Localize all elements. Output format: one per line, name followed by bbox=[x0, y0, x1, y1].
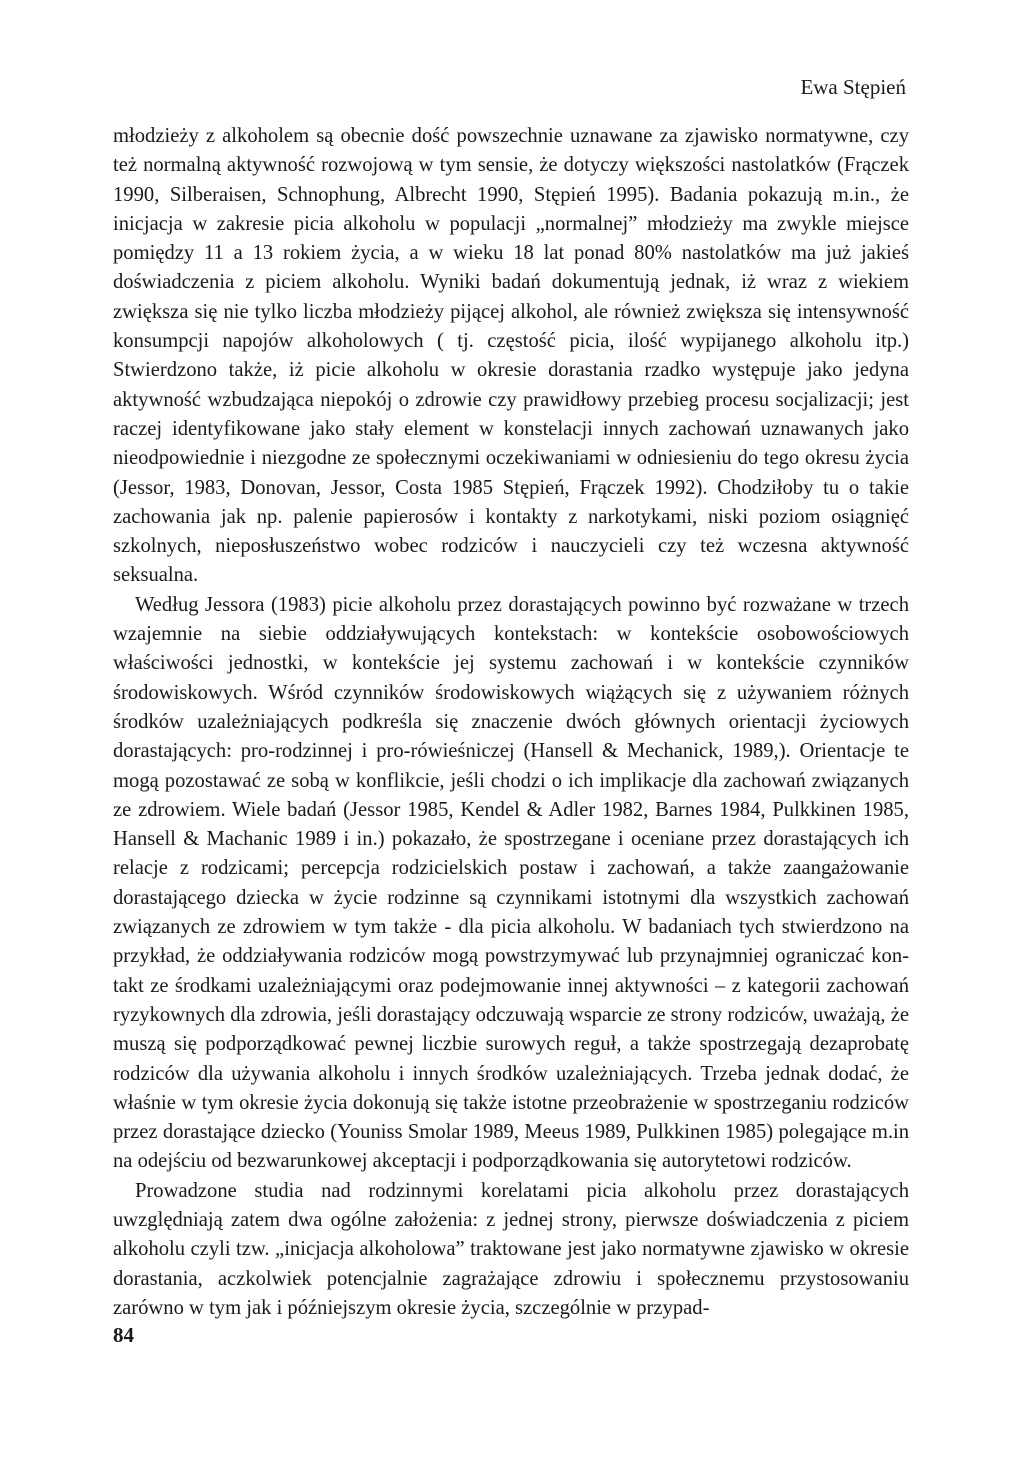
page-number: 84 bbox=[113, 1323, 134, 1347]
paragraph-1: młodzieży z alkoholem są obecnie dość powszechnie uznawane za zjawisko normatywne, czy też normalną aktywność rozwojową w tym sensie, że dotyczy większości nastolatków (Frączek 1990, Silberaisen, Schnophung, Albrecht 1990, Stępień 1995). Badania pokazują m.in., że inicjacja w zakresie picia alkoholu w populacji „normalnej” młodzieży ma zwykle miejsce pomiędzy 11 a 13 rokiem życia, a w wieku 18 lat ponad 80% nastolatków ma już jakieś doświadczenia z piciem alkoholu. Wyniki badań dokumentują jednak, iż wraz z wiekiem zwiększa się nie tylko liczba młodzieży pijącej alkohol, ale również zwiększa się intensywność konsumpcji napojów alkoholowych ( tj. częstość picia, ilość wypijanego alkoholu itp.) Stwierdzono także, iż picie alkoholu w okresie dorastania rzadko występuje jako jedyna aktywność wzbudzająca niepokój o zdrowie czy prawidłowy przebieg procesu socjalizacji; jest raczej identyfikowane jako stały element w konstelacji innych zachowań uznawanych jako nieodpowiednie i niezgodne ze społecznymi oczekiwaniami w odniesieniu do tego okresu życia (Jessor, 1983, Donovan, Jessor, Costa 1985 Stępień, Frączek 1992). Chodziłoby tu o takie zachowania jak np. palenie papierosów i kontakty z narkotykami, niski poziom osiągnięć szkolnych, nieposłuszeństwo wobec rodziców i nauczycieli czy też wczesna aktywność seksualna. bbox=[113, 125, 909, 587]
body-text bbox=[113, 122, 909, 1323]
paragraph-3: Prowadzone studia nad rodzinnymi korelatami picia alkoholu przez dorastających uwzględniają zatem dwa ogólne założenia: z jednej strony, pierwsze doświadczenia z piciem alkoholu czyli tzw. „inicjacja alkoholowa” traktowane jest jako normatywne zjawisko w okresie dorastania, aczkolwiek potencjalnie zagrażające zdrowiu i społecznemu przystosowaniu zarówno w tym jak i późniejszym okresie życia, szczególnie w przypad- bbox=[113, 1179, 909, 1319]
paragraph-2: Według Jessora (1983) picie alkoholu przez dorastających powinno być rozważane w trzech wzajemnie na siebie oddziaływujących kontekstach: w kontekście osobowościowych właściwości jednostki, w kontekście jej systemu zachowań i w kontekście czynników środowiskowych. Wśród czynników środowiskowych wiążących się z używaniem różnych środków uzależniających podkreśla się znaczenie dwóch głównych orientacji życiowych dorastających: pro-rodzinnej i pro-rówieśniczej (Hansell & Mechanick, 1989,). Orientacje te mogą pozostawać ze sobą w konflikcie, jeśli chodzi o ich implikacje dla zachowań związanych ze zdrowiem. Wiele badań (Jessor 1985, Kendel & Adler 1982, Barnes 1984, Pulkkinen 1985, Hansell & Machanic 1989 i in.) pokazało, że spostrzegane i oceniane przez dorastających ich relacje z rodzicami; percepcja rodzicielskich postaw i zachowań, a także zaangażowanie dorastającego dziecka w życie rodzinne są czynnikami istotnymi dla wszystkich zachowań związanych ze zdrowiem w tym także - dla picia alkoholu. W badaniach tych stwierdzono na przykład, że oddziaływania rodziców mogą powstrzymywać lub przynajmniej ograniczać kontakt ze środkami uzależniającymi oraz podejmowanie innej aktywności – z kategorii zachowań ryzykownych dla zdrowia, jeśli dorastający odczuwają wsparcie ze strony rodziców, uważają, że muszą się podporządkować pewnej liczbie surowych reguł, a także spostrzegają dezaprobatę rodziców dla używania alkoholu i innych środków uzależniających. Trzeba jednak dodać, że właśnie w tym okresie życia dokonują się także istotne przeobrażenie w spostrzeganiu rodziców przez dorastające dziecko (Youniss Smolar 1989, Meeus 1989, Pulkkinen 1985) polegające m.in na odejściu od bezwarunkowej akceptacji i podporządkowania się autorytetowi rodziców. bbox=[113, 593, 909, 1173]
running-header-author: Ewa Stępień bbox=[800, 75, 906, 99]
